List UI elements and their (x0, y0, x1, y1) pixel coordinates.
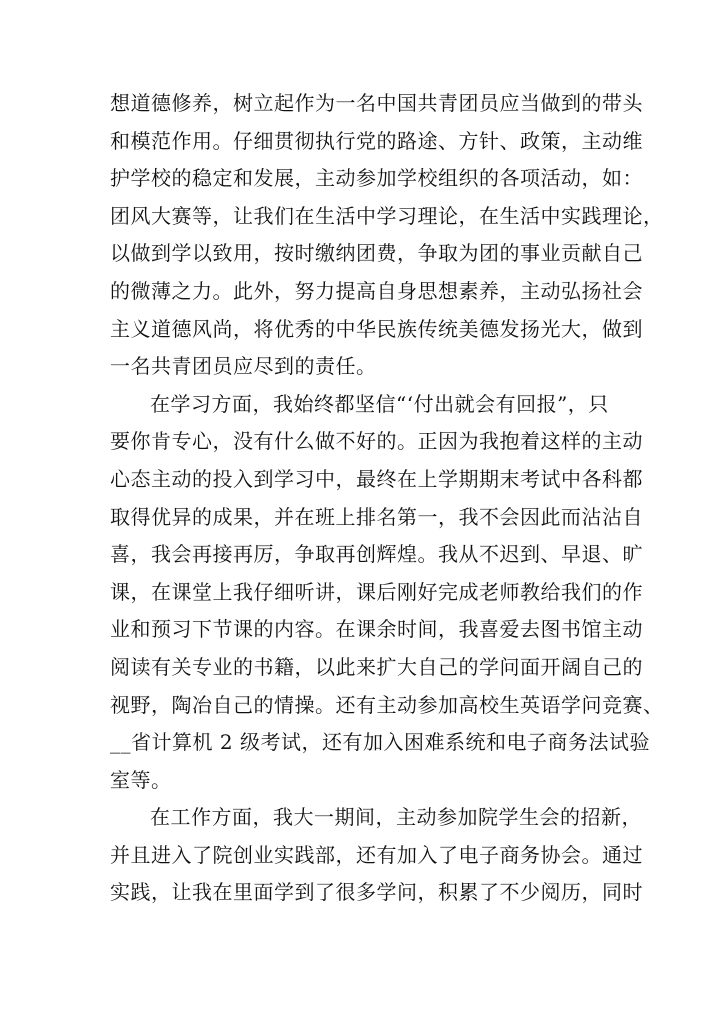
document-body (110, 85, 664, 912)
paragraph-work (110, 799, 643, 912)
text-line: 实践，让我在里面学到了很多学问，积累了不少阅历，同时 (110, 880, 643, 905)
text-line: 一名共青团员应尽到的责任。 (110, 354, 377, 379)
text-line: 视野，陶冶自己的情操。还有主动参加高校生英语学问竞赛、 (110, 692, 664, 717)
text-line: 心态主动的投入到学习中，最终在上学期期末考试中各科都 (110, 466, 643, 491)
text-line-indented: 在学习方面，我始终都坚信“‘付出就会有回报”，只 (150, 391, 609, 416)
text-line: 取得优异的成果，并在班上排名第一，我不会因此而沾沾自 (110, 504, 643, 529)
text-line: 并且进入了院创业实践部，还有加入了电子商务协会。通过 (110, 842, 643, 867)
text-line: 想道德修养，树立起作为一名中国共青团员应当做到的带头 (110, 91, 643, 115)
paragraph-study (110, 386, 664, 800)
paragraph-political (110, 85, 664, 386)
text-line: 业和预习下节课的内容。在课余时间，我喜爱去图书馆主动 (110, 617, 643, 642)
text-line: 阅读有关专业的书籍，以此来扩大自己的学问面开阔自己的 (110, 654, 643, 679)
text-line: 以做到学以致用，按时缴纳团费，争取为团的事业贡献自己 (110, 241, 643, 266)
text-line: 护学校的稳定和发展，主动参加学校组织的各项活动，如： (110, 166, 643, 191)
text-line: 主义道德风尚，将优秀的中华民族传统美德发扬光大，做到 (110, 316, 643, 341)
text-line: __省计算机 2 级考试，还有加入困难系统和电子商务法试验 (110, 730, 650, 755)
text-line: 喜，我会再接再厉，争取再创辉煌。我从不迟到、早退、旷 (110, 542, 643, 567)
text-line: 团风大赛等，让我们在生活中学习理论，在生活中实践理论， (110, 203, 664, 228)
text-line: 的微薄之力。此外，努力提高自身思想素养，主动弘扬社会 (110, 278, 643, 303)
text-line: 课，在课堂上我仔细听讲，课后刚好完成老师教给我们的作 (110, 579, 643, 604)
text-line-indented: 在工作方面，我大一期间，主动参加院学生会的招新， (150, 805, 642, 830)
text-line: 室等。 (110, 767, 172, 792)
text-line: 和模范作用。仔细贯彻执行党的路途、方针、政策，主动维 (110, 128, 643, 153)
text-line: 要你肯专心，没有什么做不好的。正因为我抱着这样的主动 (110, 429, 643, 454)
